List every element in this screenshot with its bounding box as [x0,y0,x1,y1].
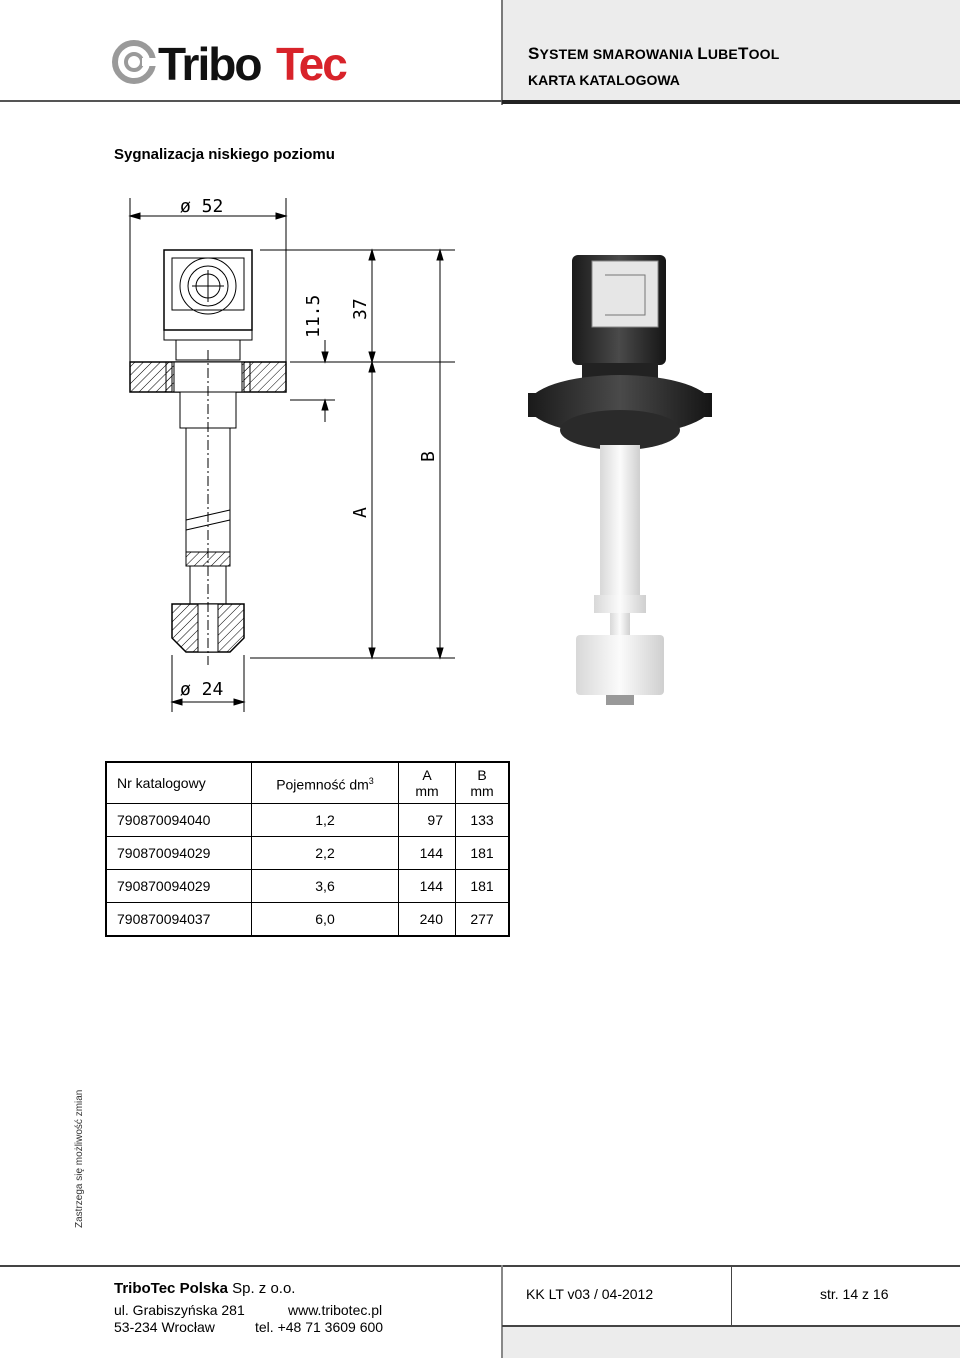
header-subtitle: KARTA KATALOGOWA [528,72,680,88]
logo-mark-icon [115,43,156,81]
header-rule-right [502,100,960,104]
table-row: 790870094037 6,0 240 277 [106,903,509,937]
header-rule-left [0,100,502,102]
table-row: 790870094029 2,2 144 181 [106,837,509,870]
dim-11-5: 11.5 [303,294,324,338]
technical-drawing [120,190,460,720]
header-title: SYSTEM SMAROWANIA LUBETOOL [528,44,780,63]
footer-rule-2 [502,1325,960,1327]
svg-text:Tec: Tec [276,38,346,90]
side-note: Zastrzega się możliwość zmian [74,1089,85,1228]
svg-text:Tribo: Tribo [158,38,261,90]
footer-divider-2 [731,1267,732,1326]
tribotec-logo [112,32,372,90]
footer-page-number: str. 14 z 16 [820,1286,889,1302]
product-photo [520,245,720,710]
header-a: A mm [399,762,456,804]
header-b: B mm [456,762,510,804]
dim-bottom-diameter: ø 24 [180,679,224,700]
dim-b: B [418,451,439,462]
footer-version: KK LT v03 / 04-2012 [526,1286,654,1302]
table-row: 790870094029 3,6 144 181 [106,870,509,903]
footer-city: 53-234 Wrocław [114,1319,215,1335]
footer-divider [501,1265,503,1358]
header-divider [501,0,503,105]
table-row: 790870094040 1,2 97 133 [106,804,509,837]
footer-website[interactable]: www.tribotec.pl [288,1302,383,1318]
header-capacity: Pojemność $dm^3$ [252,762,399,804]
footer-company: TriboTec Polska Sp. z o.o. [114,1280,296,1297]
header-catalog: Nr katalogowy [106,762,252,804]
spec-table [105,761,510,937]
dim-37: 37 [350,298,371,320]
dim-a: A [350,507,371,518]
dim-top-diameter: ø 52 [180,196,224,217]
table-header-row [106,762,509,804]
document-title: Sygnalizacja niskiego poziomu [114,146,335,163]
footer-street: ul. Grabiszyńska 281 [114,1302,245,1318]
footer-phone: tel. +48 71 3609 600 [255,1319,384,1335]
